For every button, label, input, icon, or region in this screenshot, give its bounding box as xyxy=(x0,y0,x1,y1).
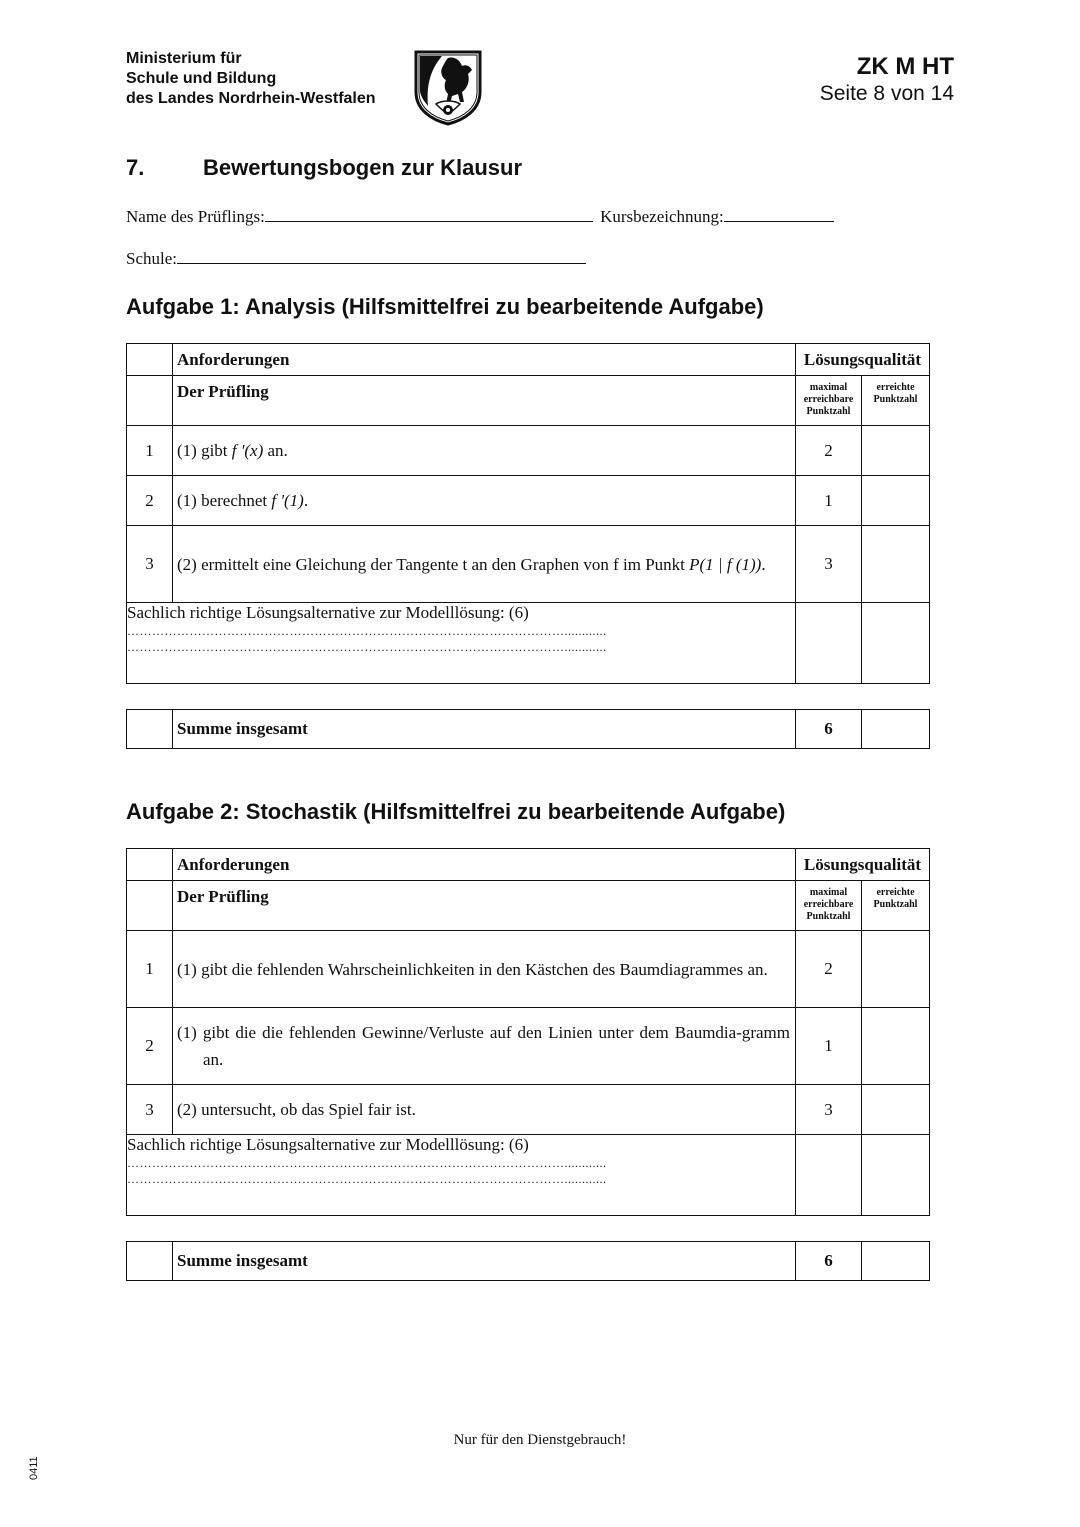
max-points-header: maximal erreichbare Punktzahl xyxy=(796,881,862,931)
task2-table xyxy=(126,848,930,1216)
total-points: 6 xyxy=(796,710,862,749)
achieved-points-header: erreichte Punktzahl xyxy=(862,376,930,426)
total-label: Summe insgesamt xyxy=(173,710,796,749)
table-row: 3 (2) untersucht, ob das Spiel fair ist. 3 xyxy=(127,1085,930,1135)
table-row: 2 (1) berechnet f '(1). 1 xyxy=(127,476,930,526)
total-label: Summe insgesamt xyxy=(173,1242,796,1281)
total-achieved-cell[interactable] xyxy=(862,710,930,749)
name-label: Name des Prüflings: xyxy=(126,207,265,226)
alternative-dotted-line[interactable]: ……………………………………………………………………………………………............ xyxy=(127,1156,607,1170)
task2-title: Aufgabe 2: Stochastik (Hilfsmittelfrei zu bearbeitende Aufgabe) xyxy=(126,799,786,824)
achieved-points-cell[interactable] xyxy=(862,526,930,603)
course-label: Kursbezeichnung: xyxy=(600,207,724,226)
page-indicator: Seite 8 von 14 xyxy=(819,82,954,105)
achieved-points-cell[interactable] xyxy=(862,603,930,684)
achieved-points-cell[interactable] xyxy=(862,426,930,476)
ministry-line-3: des Landes Nordrhein-Westfalen xyxy=(126,90,376,107)
task2-total-table xyxy=(126,1241,930,1281)
ministry-line-2: Schule und Bildung xyxy=(126,70,277,87)
achieved-points-cell[interactable] xyxy=(862,931,930,1008)
achieved-points-cell[interactable] xyxy=(862,1008,930,1085)
alternative-dotted-line[interactable]: ……………………………………………………………………………………………............ xyxy=(127,640,607,654)
achieved-points-cell[interactable] xyxy=(862,476,930,526)
header-blank-cell xyxy=(127,344,173,376)
school-label: Schule: xyxy=(126,249,177,268)
name-field[interactable] xyxy=(126,205,834,227)
ministry-line-1: Ministerium für xyxy=(126,50,242,67)
ministry-name xyxy=(126,49,376,109)
footer-note: Nur für den Dienstgebrauch! xyxy=(453,1432,627,1448)
candidate-header: Der Prüfling xyxy=(173,376,796,426)
table-row: 3 (2) ermittelt eine Gleichung der Tangente t an den Graphen von f im Punkt P(1 | f (1)). 3 xyxy=(127,526,930,603)
task1-total-table xyxy=(126,709,930,749)
quality-header: Lösungsqualität xyxy=(796,849,930,881)
achieved-points-cell[interactable] xyxy=(862,1135,930,1216)
table-row: 1 (1) gibt f '(x) an. 2 xyxy=(127,426,930,476)
quality-header: Lösungsqualität xyxy=(796,344,930,376)
school-field[interactable] xyxy=(126,247,586,269)
alternative-dotted-line[interactable]: ……………………………………………………………………………………………............ xyxy=(127,624,607,638)
alternative-row xyxy=(127,1135,930,1216)
name-line[interactable] xyxy=(265,205,593,222)
alternative-label: Sachlich richtige Lösungsalternative zur Modelllösung: (6) xyxy=(127,1135,529,1154)
table-row: 1 (1) gibt die fehlenden Wahrscheinlichkeiten in den Kästchen des Baumdiagrammes an. 2 xyxy=(127,931,930,1008)
requirements-header: Anforderungen xyxy=(173,849,796,881)
school-line[interactable] xyxy=(177,247,586,264)
alternative-row xyxy=(127,603,930,684)
max-points-header: maximal erreichbare Punktzahl xyxy=(796,376,862,426)
course-line[interactable] xyxy=(724,205,834,222)
table-row: 2 (1) gibt die die fehlenden Gewinne/Verluste auf den Linien unter dem Baumdia-gramm an. 1 xyxy=(127,1008,930,1085)
side-code: 0411 xyxy=(28,1456,40,1480)
alternative-label: Sachlich richtige Lösungsalternative zur Modelllösung: (6) xyxy=(127,603,529,622)
achieved-points-cell[interactable] xyxy=(862,1085,930,1135)
section-title: Bewertungsbogen zur Klausur xyxy=(203,155,523,180)
alternative-dotted-line[interactable]: ……………………………………………………………………………………………............ xyxy=(127,1172,607,1186)
nrw-coat-of-arms-icon xyxy=(412,48,484,126)
total-achieved-cell[interactable] xyxy=(862,1242,930,1281)
achieved-points-header: erreichte Punktzahl xyxy=(862,881,930,931)
document-id xyxy=(820,53,954,107)
total-points: 6 xyxy=(796,1242,862,1281)
task1-table xyxy=(126,343,930,684)
section-heading xyxy=(126,155,522,181)
task1-title: Aufgabe 1: Analysis (Hilfsmittelfrei zu bearbeitende Aufgabe) xyxy=(126,294,764,319)
requirements-header: Anforderungen xyxy=(173,344,796,376)
candidate-header: Der Prüfling xyxy=(173,881,796,931)
doc-code: ZK M HT xyxy=(856,53,954,80)
section-number: 7. xyxy=(126,155,145,180)
